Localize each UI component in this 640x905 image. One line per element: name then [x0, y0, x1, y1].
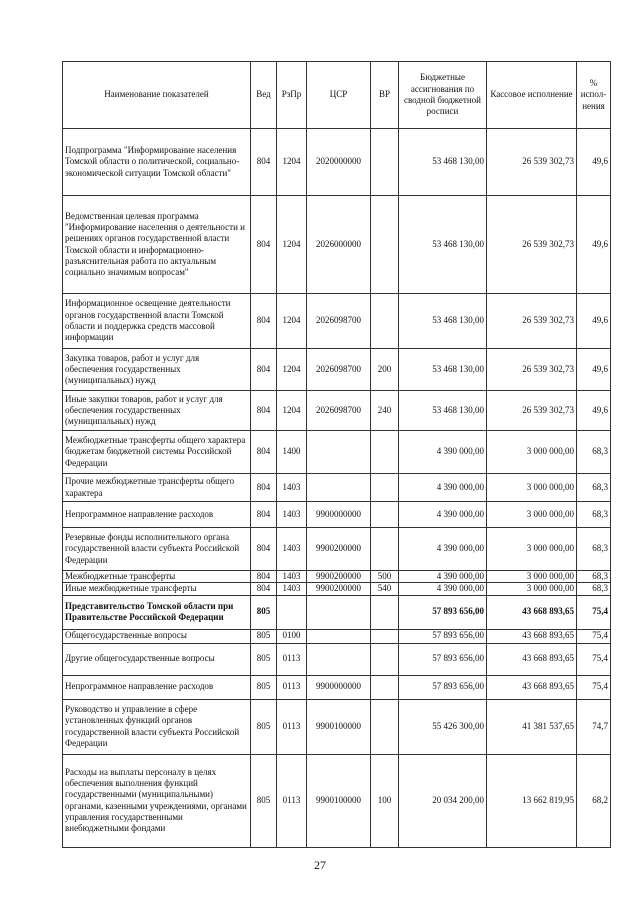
- cell-name: Непрограммное направление расходов: [63, 502, 251, 528]
- cell-cash: 26 539 302,73: [487, 294, 577, 349]
- cell-csr: 9900200000: [307, 571, 371, 583]
- cell-name: Информационное освещение деятельности органов государственной власти Томской области и поддержка средств массовой информации: [63, 294, 251, 349]
- header-assigned: Бюджетные ассигнования по сводной бюджетной росписи: [399, 62, 487, 129]
- cell-name: Представительство Томской области при Правительстве Российской Федерации: [63, 595, 251, 629]
- table-row: [63, 294, 611, 349]
- cell-cash: 3 000 000,00: [487, 474, 577, 502]
- cell-percent: 75,4: [577, 629, 611, 643]
- cell-assigned: 57 893 656,00: [399, 643, 487, 675]
- cell-vr: [371, 643, 399, 675]
- cell-name: Ведомственная целевая программа "Информирование населения о деятельности и решениях органов государственной власти Томской области и информационно-разъяснительная работа по актуальным социально значимым вопросам": [63, 196, 251, 294]
- header-rzpr: РзПр: [277, 62, 307, 129]
- cell-percent: 68,2: [577, 754, 611, 847]
- cell-rzpr: 1400: [277, 431, 307, 474]
- table-body: [63, 129, 611, 848]
- cell-rzpr: 0113: [277, 675, 307, 699]
- cell-csr: 9900200000: [307, 583, 371, 595]
- cell-cash: 43 668 893,65: [487, 629, 577, 643]
- table-row: [63, 196, 611, 294]
- cell-percent: 49,6: [577, 196, 611, 294]
- cell-rzpr: 1204: [277, 349, 307, 391]
- cell-assigned: 4 390 000,00: [399, 431, 487, 474]
- cell-rzpr: 1204: [277, 196, 307, 294]
- table-row: [63, 754, 611, 847]
- cell-name: Прочие межбюджетные трансферты общего характера: [63, 474, 251, 502]
- cell-ved: 804: [251, 391, 277, 431]
- cell-percent: 68,3: [577, 431, 611, 474]
- table-row: [63, 571, 611, 583]
- table-row: [63, 129, 611, 196]
- table-row: [63, 474, 611, 502]
- cell-ved: 804: [251, 431, 277, 474]
- cell-name: Подпрограмма "Информирование населения Томской области о политической, социально-экономической ситуации Томской области": [63, 129, 251, 196]
- cell-csr: [307, 629, 371, 643]
- cell-assigned: 53 468 130,00: [399, 349, 487, 391]
- cell-csr: 2026098700: [307, 294, 371, 349]
- header-name: Наименование показателей: [63, 62, 251, 129]
- table-row: [63, 391, 611, 431]
- cell-assigned: 4 390 000,00: [399, 528, 487, 571]
- table-row: [63, 502, 611, 528]
- table-row: [63, 643, 611, 675]
- cell-name: Руководство и управление в сфере установленных функций органов государственной власти субъекта Российской Федерации: [63, 699, 251, 754]
- cell-name: Непрограммное направление расходов: [63, 675, 251, 699]
- cell-rzpr: 1204: [277, 391, 307, 431]
- cell-assigned: 4 390 000,00: [399, 474, 487, 502]
- cell-cash: 26 539 302,73: [487, 129, 577, 196]
- cell-percent: 49,6: [577, 294, 611, 349]
- cell-vr: 240: [371, 391, 399, 431]
- cell-cash: 43 668 893,65: [487, 595, 577, 629]
- cell-csr: 9900100000: [307, 754, 371, 847]
- cell-assigned: 4 390 000,00: [399, 502, 487, 528]
- page-number: 27: [314, 858, 326, 872]
- cell-vr: [371, 502, 399, 528]
- cell-percent: 75,4: [577, 595, 611, 629]
- cell-rzpr: 0100: [277, 629, 307, 643]
- cell-vr: [371, 474, 399, 502]
- cell-assigned: 4 390 000,00: [399, 571, 487, 583]
- cell-cash: 3 000 000,00: [487, 583, 577, 595]
- cell-ved: 805: [251, 699, 277, 754]
- cell-vr: [371, 595, 399, 629]
- cell-vr: [371, 528, 399, 571]
- cell-vr: [371, 629, 399, 643]
- cell-csr: [307, 595, 371, 629]
- cell-assigned: 57 893 656,00: [399, 629, 487, 643]
- table-row: [63, 528, 611, 571]
- header-percent: % испол-нения: [577, 62, 611, 129]
- cell-percent: 68,3: [577, 571, 611, 583]
- cell-csr: 9900200000: [307, 528, 371, 571]
- table-row: [63, 629, 611, 643]
- cell-percent: 68,3: [577, 502, 611, 528]
- cell-rzpr: 1403: [277, 502, 307, 528]
- header-vr: ВР: [371, 62, 399, 129]
- cell-csr: [307, 474, 371, 502]
- cell-rzpr: 1403: [277, 474, 307, 502]
- cell-rzpr: 1403: [277, 571, 307, 583]
- cell-assigned: 53 468 130,00: [399, 294, 487, 349]
- cell-cash: 43 668 893,65: [487, 643, 577, 675]
- cell-ved: 804: [251, 474, 277, 502]
- cell-cash: 26 539 302,73: [487, 349, 577, 391]
- cell-csr: [307, 431, 371, 474]
- budget-execution-table: [62, 61, 611, 848]
- cell-assigned: 53 468 130,00: [399, 129, 487, 196]
- cell-assigned: 57 893 656,00: [399, 675, 487, 699]
- cell-name: Межбюджетные трансферты: [63, 571, 251, 583]
- cell-cash: 3 000 000,00: [487, 431, 577, 474]
- cell-ved: 804: [251, 349, 277, 391]
- cell-vr: 100: [371, 754, 399, 847]
- cell-csr: 9900100000: [307, 699, 371, 754]
- cell-assigned: 53 468 130,00: [399, 196, 487, 294]
- cell-vr: 500: [371, 571, 399, 583]
- cell-name: Другие общегосударственные вопросы: [63, 643, 251, 675]
- table-row: [63, 699, 611, 754]
- cell-assigned: 53 468 130,00: [399, 391, 487, 431]
- cell-cash: 26 539 302,73: [487, 391, 577, 431]
- cell-cash: 3 000 000,00: [487, 571, 577, 583]
- cell-ved: 805: [251, 675, 277, 699]
- cell-ved: 805: [251, 754, 277, 847]
- cell-vr: [371, 129, 399, 196]
- table-header-row: [63, 62, 611, 129]
- cell-cash: 26 539 302,73: [487, 196, 577, 294]
- cell-name: Общегосударственные вопросы: [63, 629, 251, 643]
- cell-csr: 2026098700: [307, 391, 371, 431]
- cell-rzpr: 1403: [277, 528, 307, 571]
- cell-percent: 75,4: [577, 675, 611, 699]
- cell-cash: 3 000 000,00: [487, 502, 577, 528]
- cell-vr: 200: [371, 349, 399, 391]
- cell-csr: 2026098700: [307, 349, 371, 391]
- cell-percent: 68,3: [577, 528, 611, 571]
- cell-ved: 804: [251, 583, 277, 595]
- cell-csr: 2020000000: [307, 129, 371, 196]
- cell-ved: 804: [251, 196, 277, 294]
- cell-cash: 41 381 537,65: [487, 699, 577, 754]
- cell-ved: 804: [251, 571, 277, 583]
- cell-rzpr: 1204: [277, 294, 307, 349]
- cell-rzpr: 1403: [277, 583, 307, 595]
- cell-assigned: 55 426 300,00: [399, 699, 487, 754]
- header-csr: ЦСР: [307, 62, 371, 129]
- cell-csr: 2026000000: [307, 196, 371, 294]
- table-row: [63, 349, 611, 391]
- header-ved: Вед: [251, 62, 277, 129]
- cell-percent: 68,3: [577, 583, 611, 595]
- header-cash: Кассовое исполнение: [487, 62, 577, 129]
- cell-assigned: 4 390 000,00: [399, 583, 487, 595]
- cell-ved: 805: [251, 629, 277, 643]
- cell-ved: 805: [251, 595, 277, 629]
- cell-ved: 804: [251, 294, 277, 349]
- cell-vr: 540: [371, 583, 399, 595]
- cell-percent: 49,6: [577, 349, 611, 391]
- cell-name: Иные межбюджетные трансферты: [63, 583, 251, 595]
- cell-percent: 74,7: [577, 699, 611, 754]
- cell-csr: [307, 643, 371, 675]
- cell-ved: 804: [251, 528, 277, 571]
- table-row: [63, 675, 611, 699]
- cell-ved: 804: [251, 129, 277, 196]
- cell-csr: 9900000000: [307, 675, 371, 699]
- cell-name: Межбюджетные трансферты общего характера бюджетам бюджетной системы Российской Федерации: [63, 431, 251, 474]
- cell-cash: 13 662 819,95: [487, 754, 577, 847]
- cell-percent: 49,6: [577, 391, 611, 431]
- cell-name: Расходы на выплаты персоналу в целях обеспечения выполнения функций государственными (муниципальными) органами, казенными учреждениями, органами управления государственными внебюджетными фондами: [63, 754, 251, 847]
- cell-assigned: 57 893 656,00: [399, 595, 487, 629]
- cell-vr: [371, 294, 399, 349]
- cell-cash: 43 668 893,65: [487, 675, 577, 699]
- cell-vr: [371, 431, 399, 474]
- cell-vr: [371, 699, 399, 754]
- cell-ved: 805: [251, 643, 277, 675]
- table-row: [63, 595, 611, 629]
- cell-rzpr: 1204: [277, 129, 307, 196]
- cell-vr: [371, 196, 399, 294]
- cell-cash: 3 000 000,00: [487, 528, 577, 571]
- cell-rzpr: 0113: [277, 699, 307, 754]
- cell-vr: [371, 675, 399, 699]
- table-row: [63, 583, 611, 595]
- cell-assigned: 20 034 200,00: [399, 754, 487, 847]
- cell-ved: 804: [251, 502, 277, 528]
- cell-name: Иные закупки товаров, работ и услуг для обеспечения государственных (муниципальных) нужд: [63, 391, 251, 431]
- cell-rzpr: [277, 595, 307, 629]
- cell-csr: 9900000000: [307, 502, 371, 528]
- cell-rzpr: 0113: [277, 643, 307, 675]
- cell-rzpr: 0113: [277, 754, 307, 847]
- cell-percent: 68,3: [577, 474, 611, 502]
- cell-percent: 49,6: [577, 129, 611, 196]
- cell-name: Закупка товаров, работ и услуг для обеспечения государственных (муниципальных) нужд: [63, 349, 251, 391]
- table-row: [63, 431, 611, 474]
- cell-percent: 75,4: [577, 643, 611, 675]
- cell-name: Резервные фонды исполнительного органа государственной власти субъекта Российской Федерации: [63, 528, 251, 571]
